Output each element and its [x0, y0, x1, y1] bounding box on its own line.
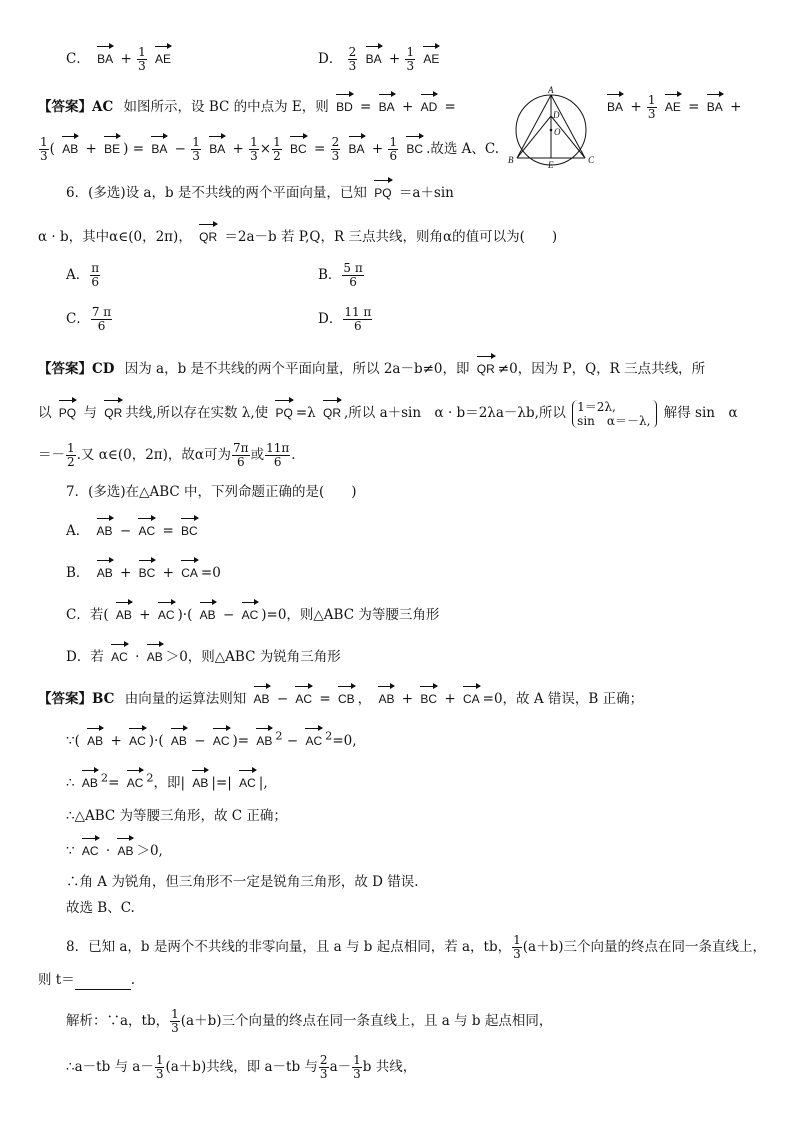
q8-stem-line2: 则 t＝ . — [38, 972, 136, 988]
vector-AE: AE — [665, 92, 681, 117]
q8-solution-line1: 解析：∵a，tb， $\frac{1}{3}$ (a＋b)三个向量的终点在同一条直线上，且 a 与 b 起点相同， — [66, 1007, 553, 1035]
triangle-circle-figure — [505, 86, 601, 170]
fraction: $\frac{7 \pi}{6}$ — [91, 305, 112, 333]
fraction: $\frac{1}{3}$ — [40, 135, 48, 163]
vector-AC: AC — [305, 726, 322, 751]
q7-answer-line6: ∴角 A 为锐角，但三角形不一定是锐角三角形，故 D 错误. — [66, 874, 419, 890]
fraction: $\frac{1}{3}$ — [138, 45, 146, 73]
vector-AB: AB — [192, 768, 208, 793]
label-A: A — [548, 86, 554, 95]
fraction: $\frac{1}{3}$ — [353, 1053, 361, 1081]
q7-option-c: C．若( AB + AC )·( AB − AC )=0，则△ABC 为等腰三角形 — [66, 600, 439, 625]
label-D: D — [553, 110, 560, 120]
fraction: $\frac{\pi}{6}$ — [91, 261, 100, 289]
vector-AB: AB — [82, 768, 98, 793]
vector-AB: AB — [117, 836, 133, 861]
fraction: $\frac{7\pi}{6}$ — [233, 441, 249, 469]
q8-stem-line1: 8．已知 a，b 是两个不共线的非零向量，且 a 与 b 起点相同，若 a，tb， $\frac{1}{3}$ (a＋b)三个向量的终点在同一条直线上， — [66, 933, 766, 961]
label-C: C — [588, 155, 595, 165]
vector-BC: BC — [139, 558, 156, 583]
vector-BA: BA — [379, 92, 395, 117]
vector-AB: AB — [97, 558, 113, 583]
vector-BC: BC — [181, 516, 198, 541]
vector-AB: AB — [254, 684, 270, 709]
vector-BA: BA — [151, 134, 167, 159]
vector-BA: BA — [366, 44, 382, 69]
vector-PQ: PQ — [374, 178, 391, 203]
vector-AC: AC — [158, 600, 175, 625]
fraction: $\frac{1}{2}$ — [67, 441, 75, 469]
vector-AE: AE — [423, 44, 439, 69]
vector-AC: AC — [111, 642, 128, 667]
vector-PQ: PQ — [59, 398, 76, 423]
q6-option-b: B． $\frac{5 \pi}{6}$ — [318, 261, 363, 289]
vector-AC: AC — [295, 684, 312, 709]
q7-answer-line3: ∴ AB $^2$= AC $^2$，即| AB |=| AC |, — [66, 768, 268, 793]
vector-BC: BC — [290, 134, 307, 159]
fraction: $\frac{5 \pi}{6}$ — [343, 261, 363, 289]
q7-answer-line5: ∵ AC · AB ＞0, — [66, 836, 163, 861]
q6-answer-line2: 以 PQ 与 QR 共线,所以存在实数 λ,使 PQ =λ QR ,所以 a＋sin α · b＝2λa－λb,所以 1＝2λ, sin α＝－λ, 解得 sin α — [38, 399, 738, 428]
vector-BA: BA — [97, 44, 113, 69]
q6-stem-line2: α · b，其中α∈(0，2π)， QR ＝2a－b 若 P,Q，R 三点共线，则角α的值可以为( ) — [38, 222, 557, 247]
q6-option-c: C． $\frac{7 \pi}{6}$ — [66, 305, 112, 333]
vector-AC: AC — [82, 836, 99, 861]
label-O: O — [554, 127, 561, 137]
fraction: $\frac{2}{3}$ — [331, 135, 340, 163]
vector-AB: AB — [147, 642, 163, 667]
vector-AB: AB — [256, 726, 272, 751]
vector-BD: BD — [336, 92, 353, 117]
vector-AB: AB — [62, 134, 78, 159]
vector-BC: BC — [420, 684, 437, 709]
vector-AC: AC — [239, 768, 256, 793]
vector-AC: AC — [213, 726, 230, 751]
fraction: $\frac{1}{3}$ — [171, 1007, 179, 1035]
option-c-prev: C． BA + $\frac{1}{3}$ AE — [66, 45, 172, 73]
vector-PQ: PQ — [275, 398, 292, 423]
vector-QR: QR — [477, 354, 495, 379]
vector-AE: AE — [155, 44, 171, 69]
fraction: $\frac{11 \pi}{6}$ — [344, 305, 372, 333]
fraction: $\frac{1}{3}$ — [513, 933, 521, 961]
fraction: $\frac{1}{3}$ — [192, 135, 200, 163]
vector-AC: AC — [242, 600, 259, 625]
fraction: $\frac{1}{3}$ — [647, 93, 656, 121]
vector-BA: BA — [607, 92, 623, 117]
vector-CA: CA — [181, 558, 198, 583]
option-d-prev: D． $\frac{2}{3}$ BA + $\frac{1}{3}$ AE — [318, 45, 440, 73]
fraction: $\frac{1}{3}$ — [406, 45, 415, 73]
q6-answer-line1: 【答案】CD 因为 a，b 是不共线的两个平面向量，所以 2a－b≠0，即 QR ≠0，因为 P，Q，R 三点共线，所 — [38, 354, 705, 379]
vector-AD: AD — [421, 92, 438, 117]
vector-AB: AB — [116, 600, 132, 625]
vector-BC: BC — [406, 134, 423, 159]
fraction: $\frac{1}{2}$ — [273, 135, 281, 163]
vector-QR: QR — [199, 222, 217, 247]
q6-option-d: D． $\frac{11 \pi}{6}$ — [318, 305, 372, 333]
vector-CA: CA — [463, 684, 480, 709]
vector-AB: AB — [171, 726, 187, 751]
vector-QR: QR — [323, 398, 341, 423]
fraction: $\frac{1}{3}$ — [155, 1053, 164, 1081]
fraction: $\frac{11\pi}{6}$ — [266, 441, 290, 469]
q7-answer-line7: 故选 B、C. — [66, 900, 135, 916]
q7-stem: 7．(多选)在△ABC 中，下列命题正确的是( ) — [66, 484, 357, 500]
fraction: $\frac{1}{3}$ — [250, 135, 258, 163]
label-B: B — [508, 155, 514, 165]
vector-AC: AC — [127, 768, 144, 793]
q5-answer-line1-right: BA + $\frac{1}{3}$ AE = BA + — [607, 93, 742, 121]
q6-stem-line1: 6．(多选)设 a，b 是不共线的两个平面向量，已知 PQ ＝a＋sin — [66, 178, 454, 203]
vector-AB: AB — [97, 516, 113, 541]
vector-BA: BA — [707, 92, 723, 117]
vector-AB: AB — [87, 726, 103, 751]
vector-BA: BA — [349, 134, 365, 159]
vector-QR: QR — [104, 398, 122, 423]
fraction: $\frac{2}{3}$ — [348, 45, 357, 73]
q7-answer-line1: 【答案】BC 由向量的运算法则知 AB − AC = CB ， AB + BC + CA =0，故 A 错误，B 正确； — [38, 684, 643, 709]
vector-CB: CB — [338, 684, 355, 709]
vector-AC: AC — [129, 726, 146, 751]
vector-AB: AB — [200, 600, 216, 625]
equation-system: 1＝2λ, sin α＝－λ, — [572, 400, 650, 428]
vector-BA: BA — [209, 134, 225, 159]
fraction: $\frac{2}{3}$ — [319, 1053, 328, 1081]
q8-solution-line2: ∴a－tb 与 a－ $\frac{1}{3}$ (a＋b)共线，即 a－tb 与 $\frac{2}{3}$ a－ $\frac{1}{3}$ b 共线， — [66, 1053, 417, 1081]
q7-option-d: D．若 AC · AB ＞0，则△ABC 为锐角三角形 — [66, 642, 341, 667]
q7-option-b: B． AB + BC + CA =0 — [66, 558, 221, 583]
vector-BE: BE — [104, 134, 120, 159]
q5-answer-line1: 【答案】AC 如图所示，设 BC 的中点为 E，则 BD = BA + AD = — [38, 92, 456, 117]
q7-option-a: A． AB − AC = BC — [66, 516, 201, 541]
q6-option-a: A． $\frac{\pi}{6}$ — [66, 261, 100, 289]
q5-answer-line2: $\frac{1}{3}$ ( AB + BE ) = BA − $\frac{1}{3}$ BA + $\frac{1}{3}$ × $\frac{1}{2}$ BC = $\frac{2}{3}$ BA + $\frac{1}{6}$ BC .故选 A、C. — [40, 135, 500, 163]
vector-AB: AB — [378, 684, 394, 709]
q7-answer-line2: ∵( AB + AC )·( AB − AC )= AB $^2$ − AC $^2$=0, — [66, 726, 357, 751]
label-E: E — [548, 160, 554, 170]
answer-blank[interactable] — [75, 975, 131, 990]
q6-answer-line3: ＝－ $\frac{1}{2}$ .又 α∈(0，2π)，故α可为 $\frac{7\pi}{6}$ 或 $\frac{11\pi}{6}$ . — [38, 441, 296, 469]
vector-AC: AC — [138, 516, 155, 541]
q7-answer-line4: ∴△ABC 为等腰三角形，故 C 正确； — [66, 808, 287, 824]
fraction: $\frac{1}{6}$ — [389, 135, 398, 163]
